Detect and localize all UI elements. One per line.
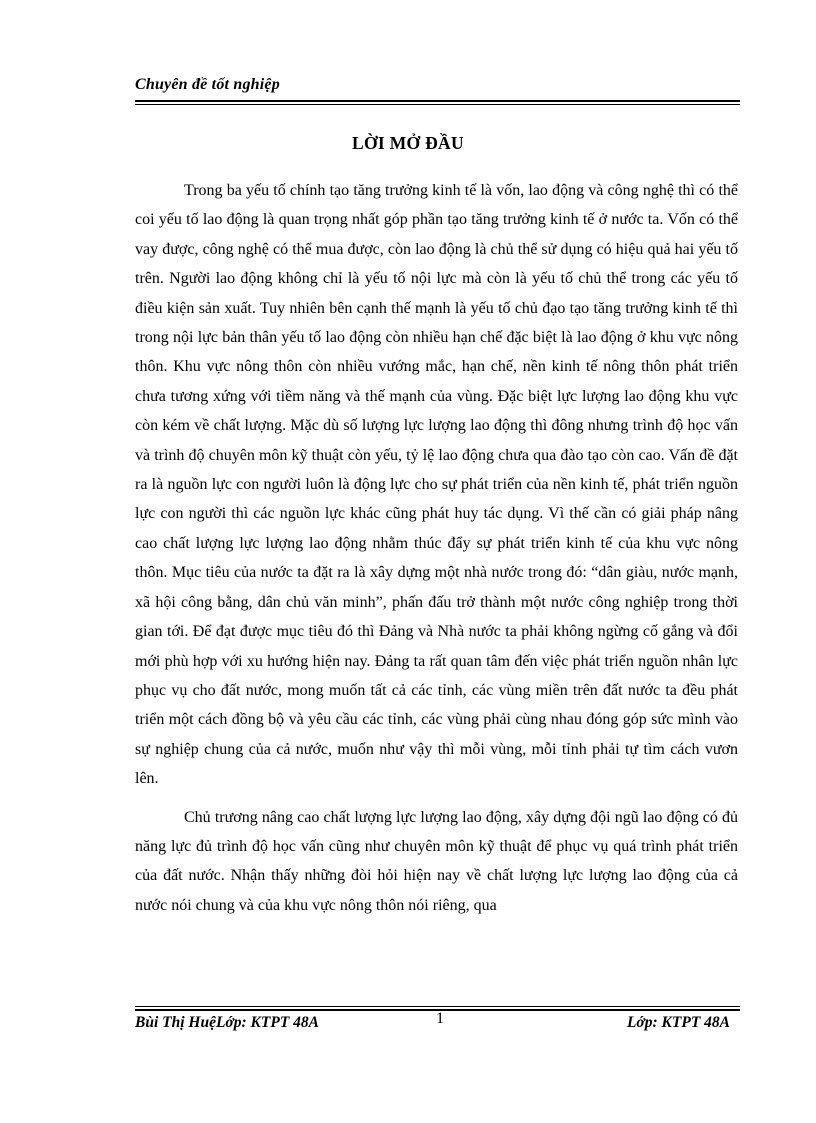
footer-class: Lớp: KTPT 48A <box>626 1014 730 1031</box>
footer-author-class: Bùi Thị HuệLớp: KTPT 48A <box>135 1014 319 1031</box>
document-body <box>135 176 738 920</box>
footer-rule-thin <box>135 1006 740 1007</box>
paragraph-2: Chủ trương nâng cao chất lượng lực lượng lao động, xây dựng đội ngũ lao động có đủ năng lực đủ trình độ học vấn cũng như chuyên môn kỹ thuật để phục vụ quá trình phát triển của đất nước. Nhận thấy những đòi hỏi hiện nay về chất lượng lực lượng lao động của cả nước nói chung và của khu vực nông thôn nói riêng, qua <box>135 808 738 914</box>
page-footer <box>135 1006 740 1046</box>
header-rule-thick <box>135 100 740 102</box>
page-header <box>135 76 740 94</box>
document-title: LỜI MỞ ĐẦU <box>352 133 464 153</box>
page-number: 1 <box>436 1010 444 1027</box>
header-rule-thin <box>135 104 740 105</box>
paragraph-1: Trong ba yếu tố chính tạo tăng trưởng kinh tế là vốn, lao động và công nghệ thì có thể coi yếu tố lao động là quan trọng nhất góp phần tạo tăng trưởng kinh tế ở nước ta. Vốn có thể vay được, công nghệ có thể mua được, còn lao động là chủ thể sử dụng có hiệu quả hai yếu tố trên. Người lao động không chỉ là yếu tố nội lực mà còn là yếu tố chủ thể trong các yếu tố điều kiện sản xuất. Tuy nhiên bên cạnh thế mạnh là yếu tố chủ đạo tạo tăng trưởng kinh tế thì trong nội lực bản thân yếu tố lao động còn nhiều hạn chế đặc biệt là lao động ở khu vực nông thôn. Khu vực nông thôn còn nhiều vướng mắc, hạn chế, nền kinh tế nông thôn phát triển chưa tương xứng với tiềm năng và thế mạnh của vùng. Đặc biệt lực lượng lao động khu vực còn kém về chất lượng. Mặc dù số lượng lực lượng lao động thì đông nhưng trình độ học vấn và trình độ chuyên môn kỹ thuật còn yếu, tỷ lệ lao động chưa qua đào tạo còn cao. Vấn đề đặt ra là nguồn lực con người luôn là động lực cho sự phát triển của nền kinh tế, phát triển nguồn lực con người thì các nguồn lực khác cũng phát huy tác dụng. Vì thế cần có giải pháp nâng cao chất lượng lực lượng lao động nhằm thúc đẩy sự phát triển kinh tế của khu vực nông thôn. Mục tiêu của nước ta đặt ra là xây dựng một nhà nước trong đó: “dân giàu, nước mạnh, xã hội công bằng, dân chủ văn minh”, phấn đấu trở thành một nước công nghiệp trong thời gian tới. Để đạt được mục tiêu đó thì Đảng và Nhà nước ta phải không ngừng cố gắng và đổi mới phù hợp với xu hướng hiện nay. Đảng ta rất quan tâm đến việc phát triển nguồn nhân lực phục vụ cho đất nước, mong muốn tất cả các tỉnh, các vùng miền trên đất nước ta đều phát triển một cách đồng bộ và yêu cầu các tỉnh, các vùng phải cùng nhau đóng góp sức mình vào sự nghiệp chung của cả nước, muốn như vậy thì mỗi vùng, mỗi tỉnh phải tự tìm cách vươn lên. <box>135 182 738 788</box>
header-title: Chuyên đề tốt nghiệp <box>135 76 280 93</box>
